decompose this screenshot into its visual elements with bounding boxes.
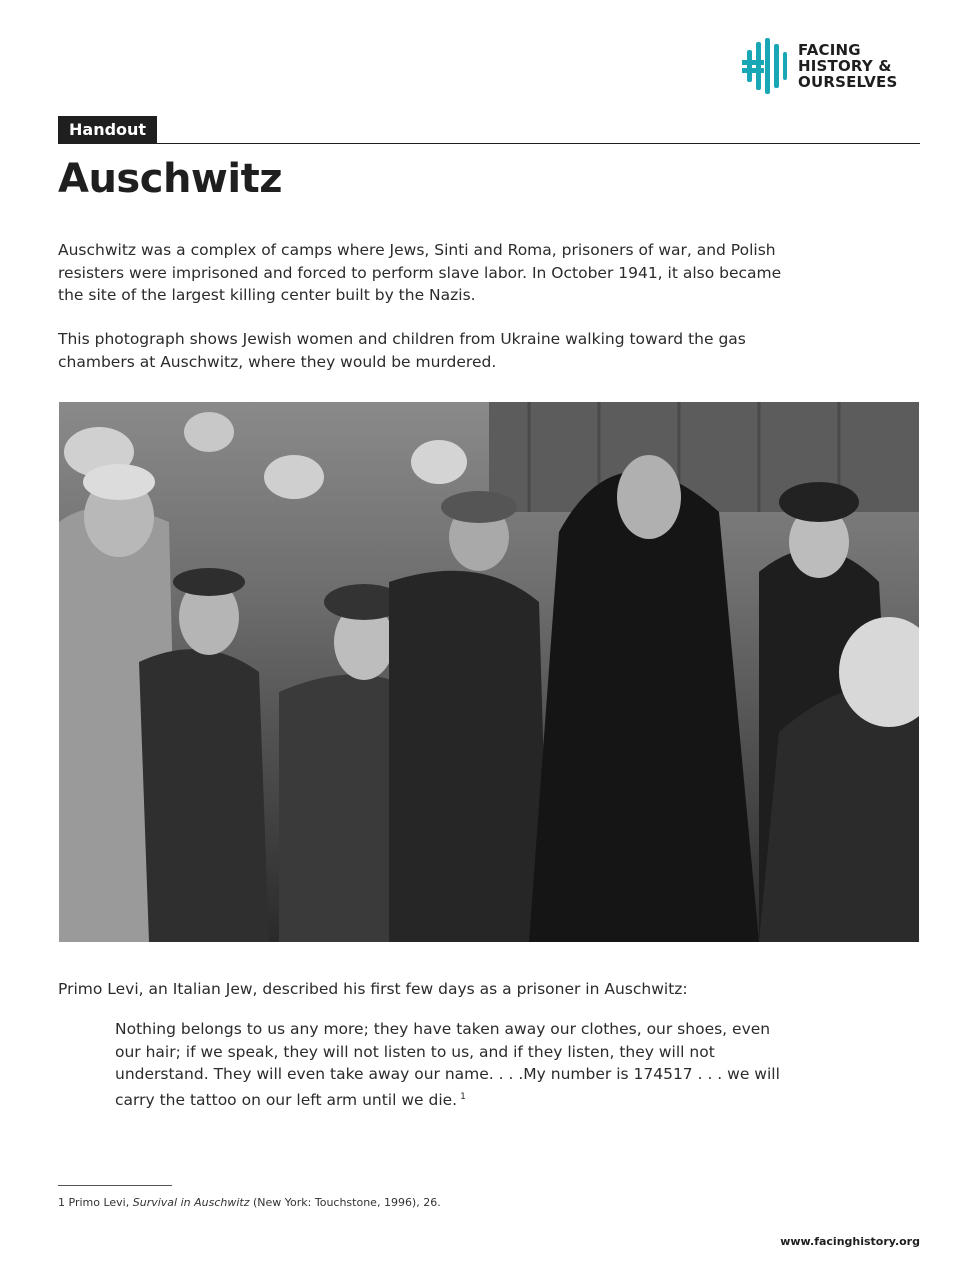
logo-wordmark <box>798 42 897 90</box>
intro-paragraph: Auschwitz was a complex of camps where Jews, Sinti and Roma, prisoners of war, and Polish resisters were imprisoned and forced to perform slave labor. In October 1941, it also became the site of the largest killing center built by the Nazis. <box>58 241 782 304</box>
footnote-reference[interactable]: 1 <box>460 1091 466 1102</box>
footnote-author: Primo Levi, <box>68 1196 130 1209</box>
header-divider <box>58 143 920 144</box>
footnote-divider <box>58 1185 172 1186</box>
logo-line: OURSELVES <box>798 73 898 91</box>
primo-levi-quote <box>115 1018 795 1111</box>
logo-line: FACING <box>798 41 861 59</box>
logo-stripes-icon <box>742 38 788 94</box>
page-title: Auschwitz <box>58 156 282 202</box>
quote-text: Nothing belongs to us any more; they have taken away our clothes, our shoes, even our hair; if we speak, they will not listen to us, and if they listen, they will not understand. They will even take away our name. . . .My number is 174517 . . . we will carry the tattoo on our left arm until we die. <box>115 1020 780 1109</box>
photo-caption-paragraph: This photograph shows Jewish women and children from Ukraine walking toward the gas chambers at Auschwitz, where they would be murdered. <box>58 330 746 371</box>
website-link[interactable]: www.facinghistory.org <box>780 1235 920 1248</box>
photo-illustration <box>59 402 919 942</box>
footnote-details: (New York: Touchstone, 1996), 26. <box>253 1196 441 1209</box>
historical-photograph <box>59 402 919 942</box>
footnote <box>58 1196 441 1209</box>
footnote-number: 1 <box>58 1196 65 1209</box>
facing-history-logo[interactable] <box>742 38 897 94</box>
handout-tag: Handout <box>58 116 157 144</box>
footnote-book-title: Survival in Auschwitz <box>132 1196 250 1209</box>
quote-intro-paragraph: Primo Levi, an Italian Jew, described his first few days as a prisoner in Auschwitz: <box>58 980 688 998</box>
logo-line: HISTORY & <box>798 57 892 75</box>
